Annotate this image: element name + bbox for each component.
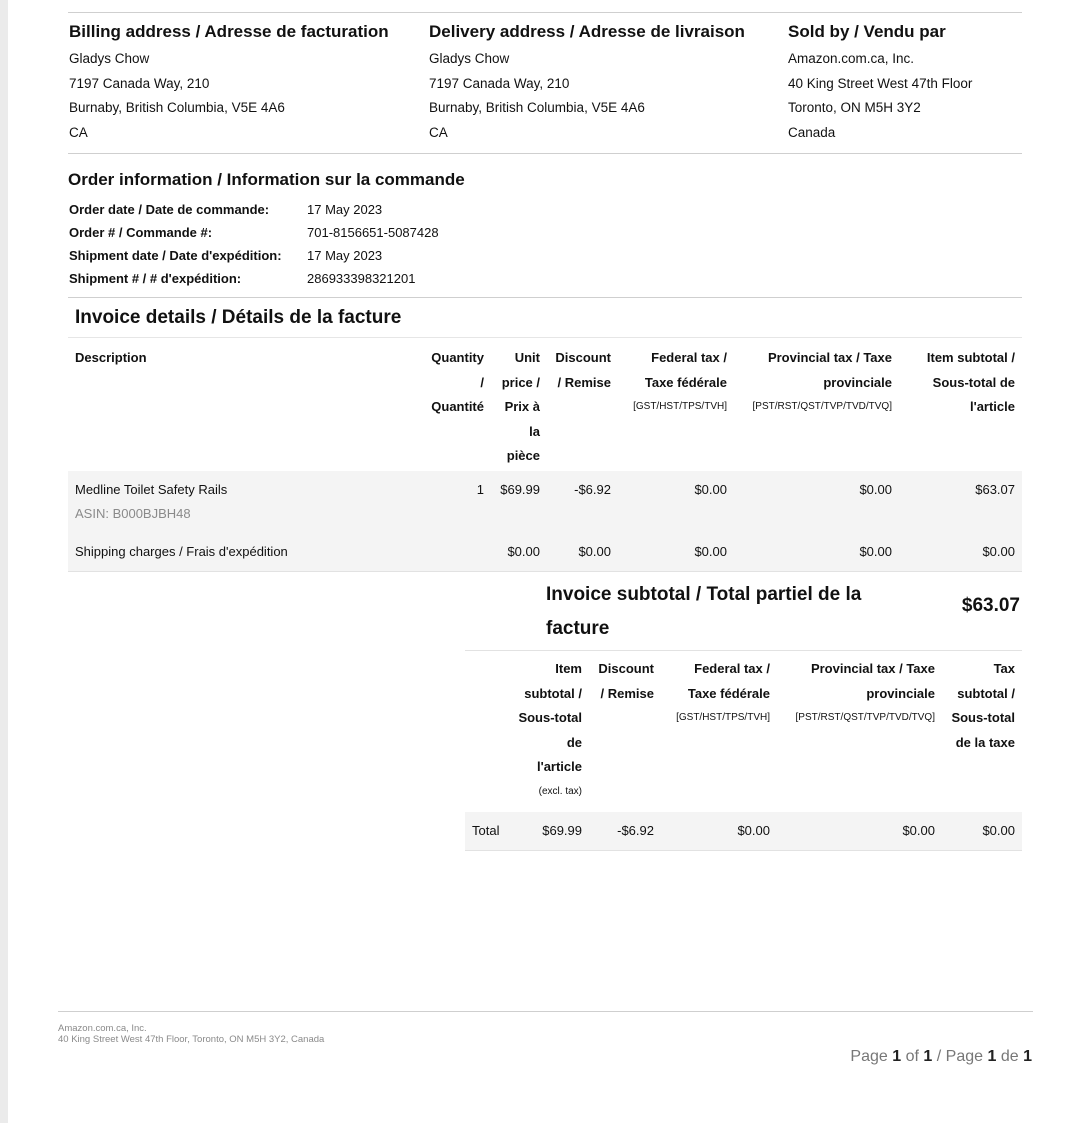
footer-company: Amazon.com.ca, Inc.	[58, 1023, 147, 1034]
seller-title: Sold by / Vendu par	[788, 22, 946, 41]
billing-address-block	[69, 22, 419, 147]
header-discount-1: Discount	[555, 350, 611, 365]
page-number	[850, 1048, 1032, 1066]
sum-header-federal-tax-2: Taxe fédérale	[687, 686, 770, 701]
sum-header-tax-subtotal-2: subtotal /	[957, 686, 1015, 701]
sum-header-federal-tax-3: [GST/HST/TPS/TVH]	[676, 712, 770, 723]
delivery-street: 7197 Canada Way, 210	[429, 76, 570, 91]
sum-header-provincial-tax-2: provinciale	[866, 686, 935, 701]
header-quantity-1: Quantity	[431, 350, 484, 365]
sum-header-tax-subtotal-1: Tax	[993, 661, 1015, 676]
order-date-value: 17 May 2023	[307, 202, 383, 217]
header-unit-price-4: la	[529, 424, 540, 439]
billing-address-title: Billing address / Adresse de facturation	[69, 22, 389, 41]
header-provincial-tax-1: Provincial tax / Taxe	[767, 350, 892, 365]
item-name: Medline Toilet Safety Rails	[75, 482, 228, 497]
sum-header-item-subtotal-2: subtotal /	[524, 686, 582, 701]
delivery-name: Gladys Chow	[429, 51, 510, 66]
billing-country: CA	[69, 125, 88, 140]
total-tax-subtotal: $0.00	[982, 823, 1015, 838]
invoice-items-bottom-divider	[68, 571, 1022, 572]
shipment-number-value: 286933398321201	[307, 271, 416, 286]
invoice-subtotal-title-line1: Invoice subtotal / Total partiel de la	[546, 584, 862, 605]
page-of: of	[905, 1048, 919, 1065]
seller-address-block	[788, 22, 1020, 147]
item-unit-price: $69.99	[500, 482, 540, 497]
header-item-subtotal-1: Item subtotal /	[926, 350, 1015, 365]
item-discount: -$6.92	[574, 482, 611, 497]
order-date-label: Order date / Date de commande:	[69, 202, 270, 217]
sum-header-item-subtotal-1: Item	[555, 661, 582, 676]
page-total: 1	[923, 1048, 933, 1065]
order-number-label: Order # / Commande #:	[69, 225, 213, 240]
shipping-federal-tax: $0.00	[694, 544, 727, 559]
billing-name: Gladys Chow	[69, 51, 150, 66]
invoice-subtotal-title-line2: facture	[546, 618, 610, 639]
sum-header-discount-2: / Remise	[600, 686, 654, 701]
item-asin: ASIN: B000BJBH48	[75, 506, 191, 521]
footer-divider	[58, 1011, 1033, 1012]
top-divider	[68, 12, 1022, 13]
shipment-number-label: Shipment # / # d'expédition:	[69, 271, 242, 286]
order-number-value: 701-8156651-5087428	[307, 225, 439, 240]
page-sep: / Page	[936, 1048, 984, 1065]
total-item-subtotal: $69.99	[542, 823, 582, 838]
page-total-fr: 1	[1023, 1048, 1032, 1065]
page-current: 1	[892, 1048, 902, 1065]
page-left-margin	[0, 0, 8, 1123]
billing-city: Burnaby, British Columbia, V5E 4A6	[69, 100, 285, 115]
header-item-subtotal-3: l'article	[969, 399, 1015, 414]
header-unit-price-1: Unit	[514, 350, 540, 365]
sum-header-item-subtotal-3: Sous-total	[518, 710, 582, 725]
shipping-provincial-tax: $0.00	[859, 544, 892, 559]
header-provincial-tax-3: [PST/RST/QST/TVP/TVD/TVQ]	[752, 401, 892, 412]
header-quantity-2: /	[480, 375, 484, 390]
header-federal-tax-1: Federal tax /	[651, 350, 727, 365]
header-unit-price-2: price /	[501, 375, 540, 390]
header-federal-tax-3: [GST/HST/TPS/TVH]	[633, 401, 727, 412]
sum-header-item-subtotal-5: l'article	[536, 759, 582, 774]
order-divider	[68, 297, 1022, 298]
invoice-subtotal-title	[546, 578, 861, 646]
delivery-address-title: Delivery address / Adresse de livraison	[429, 22, 745, 41]
header-item-subtotal-2: Sous-total de	[932, 375, 1015, 390]
shipping-discount: $0.00	[578, 544, 611, 559]
shipping-subtotal: $0.00	[982, 544, 1015, 559]
sum-header-provincial-tax-3: [PST/RST/QST/TVP/TVD/TVQ]	[795, 712, 935, 723]
header-discount-2: / Remise	[557, 375, 611, 390]
header-provincial-tax-2: provinciale	[823, 375, 892, 390]
summary-divider	[465, 650, 1022, 651]
delivery-address-block	[429, 22, 779, 147]
invoice-title-divider	[68, 337, 1022, 338]
sum-header-discount-1: Discount	[598, 661, 654, 676]
order-info-title: Order information / Information sur la commande	[68, 170, 465, 189]
header-unit-price-5: pièce	[506, 448, 540, 463]
sum-header-provincial-tax-1: Provincial tax / Taxe	[810, 661, 935, 676]
shipping-unit-price: $0.00	[507, 544, 540, 559]
invoice-details-title: Invoice details / Détails de la facture	[75, 307, 402, 328]
sum-header-tax-subtotal-4: de la taxe	[955, 735, 1015, 750]
invoice-subtotal-amount: $63.07	[961, 595, 1020, 616]
address-divider	[68, 153, 1022, 154]
page-current-fr: 1	[987, 1048, 997, 1065]
billing-street: 7197 Canada Way, 210	[69, 76, 210, 91]
header-unit-price-3: Prix à	[504, 399, 540, 414]
page-de: de	[1000, 1048, 1019, 1065]
sum-header-item-subtotal-6: (excl. tax)	[538, 786, 582, 797]
sum-header-federal-tax-1: Federal tax /	[694, 661, 770, 676]
item-federal-tax: $0.00	[694, 482, 727, 497]
footer-address: 40 King Street West 47th Floor, Toronto, ON M5H 3Y2, Canada	[58, 1034, 325, 1045]
item-provincial-tax: $0.00	[859, 482, 892, 497]
item-quantity: 1	[476, 482, 484, 497]
total-label: Total	[472, 823, 500, 838]
total-provincial-tax: $0.00	[902, 823, 935, 838]
shipment-date-label: Shipment date / Date d'expédition:	[69, 248, 282, 263]
shipping-label: Shipping charges / Frais d'expédition	[75, 544, 288, 559]
total-discount: -$6.92	[617, 823, 654, 838]
delivery-country: CA	[429, 125, 448, 140]
seller-country: Canada	[788, 125, 836, 140]
page-word: Page	[850, 1048, 888, 1065]
item-subtotal: $63.07	[975, 482, 1015, 497]
seller-street: 40 King Street West 47th Floor	[788, 76, 973, 91]
total-federal-tax: $0.00	[737, 823, 770, 838]
header-federal-tax-2: Taxe fédérale	[644, 375, 727, 390]
seller-name: Amazon.com.ca, Inc.	[788, 51, 915, 66]
seller-city: Toronto, ON M5H 3Y2	[788, 100, 921, 115]
shipment-date-value: 17 May 2023	[307, 248, 383, 263]
footer-company-block	[58, 1023, 324, 1045]
sum-header-item-subtotal-4: de	[566, 735, 582, 750]
sum-header-tax-subtotal-3: Sous-total	[951, 710, 1015, 725]
summary-total-bottom-divider	[465, 850, 1022, 851]
header-quantity-3: Quantité	[431, 399, 484, 414]
delivery-city: Burnaby, British Columbia, V5E 4A6	[429, 100, 645, 115]
header-description: Description	[75, 350, 147, 365]
